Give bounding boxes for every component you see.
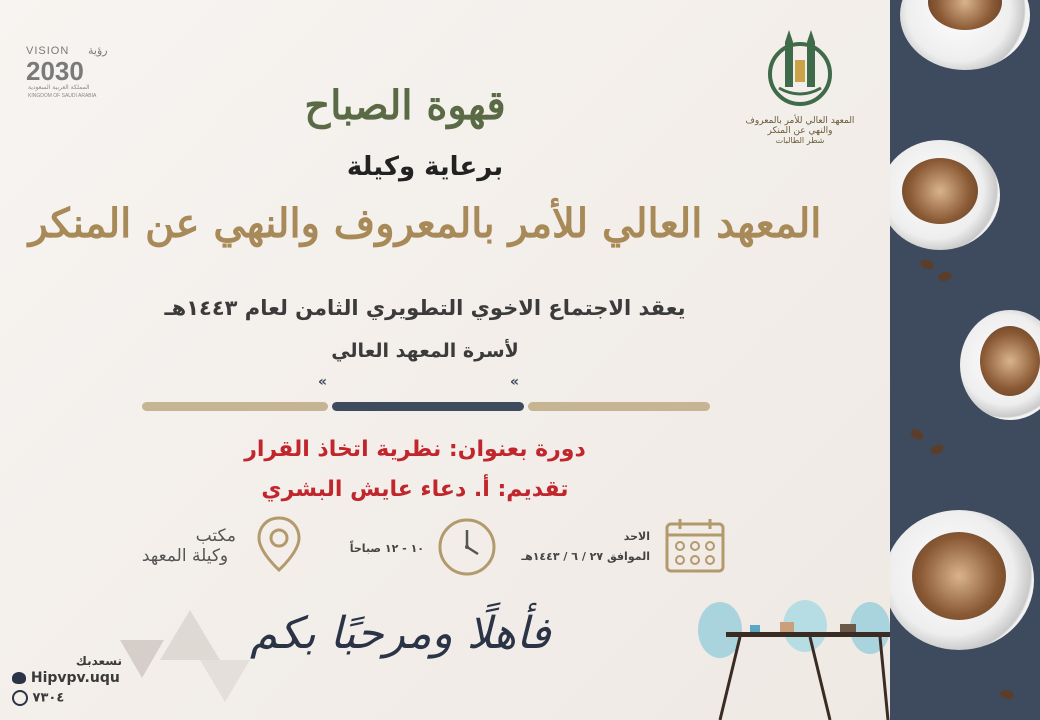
twitter-row — [12, 670, 122, 686]
chevron-left-icon: « — [318, 374, 325, 390]
page-title: قهوة الصباح — [304, 82, 506, 129]
phone-icon — [12, 690, 28, 706]
meeting-description: يعقد الاجتماع الاخوي التطويري الثامن لعام ١٤٤٣هـ — [164, 296, 686, 320]
decor-triangle — [120, 640, 164, 678]
sponsor-line: برعاية وكيلة — [346, 152, 504, 182]
coffee-bean — [999, 689, 1014, 700]
coffee-bean — [929, 442, 945, 456]
coffee-bean — [909, 427, 926, 442]
office-line2: وكيلة المعهد — [141, 546, 229, 566]
coffee-decor-panel — [890, 0, 1040, 720]
coffee-cup-image — [890, 510, 1034, 650]
event-date: الموافق ٢٧ / ٦ / ١٤٤٣هـ — [521, 550, 650, 563]
welcome-message: فأهلًا ومرحبًا بكم — [250, 608, 551, 659]
coffee-cup-image — [900, 0, 1030, 70]
location-pin-icon — [254, 514, 304, 574]
footer-contact — [12, 654, 122, 706]
coffee-cup-image — [960, 310, 1040, 420]
cafe-table-illustration — [690, 600, 890, 720]
event-time: ١٠ - ١٢ صباحاً — [349, 542, 424, 555]
meeting-audience: لأسرة المعهد العالي — [331, 340, 519, 362]
university-subname: شطر الطالبات — [775, 136, 825, 145]
university-name: المعهد العالي للأمر بالمعروف والنهي عن المنكر — [745, 116, 855, 136]
svg-text:المملكة العربية السعودية: المملكة العربية السعودية — [28, 84, 90, 91]
presenter: تقديم: أ. دعاء عايش البشري — [261, 477, 569, 502]
phone-extension: ٧٣٠٤ — [32, 690, 65, 706]
clock-icon — [436, 516, 498, 578]
divider-segment — [528, 402, 710, 411]
chevron-left-icon: « — [510, 374, 517, 390]
vision-text: VISION — [26, 45, 70, 57]
institute-name: المعهد العالي للأمر بالمعروف والنهي عن المنكر — [28, 200, 822, 247]
svg-text:KINGDOM OF SAUDI ARABIA: KINGDOM OF SAUDI ARABIA — [28, 93, 97, 99]
event-day: الاحد — [623, 530, 650, 543]
twitter-handle: Hipvpv.uqu — [30, 670, 120, 686]
divider-segment — [332, 402, 524, 411]
twitter-icon — [12, 672, 26, 684]
vision-year: 2030 — [26, 56, 84, 86]
phone-row — [12, 690, 122, 706]
coffee-bean — [937, 270, 953, 282]
course-title: دورة بعنوان: نظرية اتخاذ القرار — [244, 437, 586, 462]
decor-triangle — [160, 610, 220, 660]
coffee-bean — [919, 258, 935, 271]
svg-text:رؤية: رؤية — [88, 44, 108, 57]
calendar-icon — [664, 518, 726, 574]
coffee-cup-image — [890, 140, 1000, 250]
event-location — [120, 526, 250, 566]
footer-tagline: نسعدبك — [75, 654, 122, 668]
divider-segment — [142, 402, 328, 411]
decor-triangle — [200, 660, 250, 702]
office-line1: مكتب — [195, 526, 236, 546]
